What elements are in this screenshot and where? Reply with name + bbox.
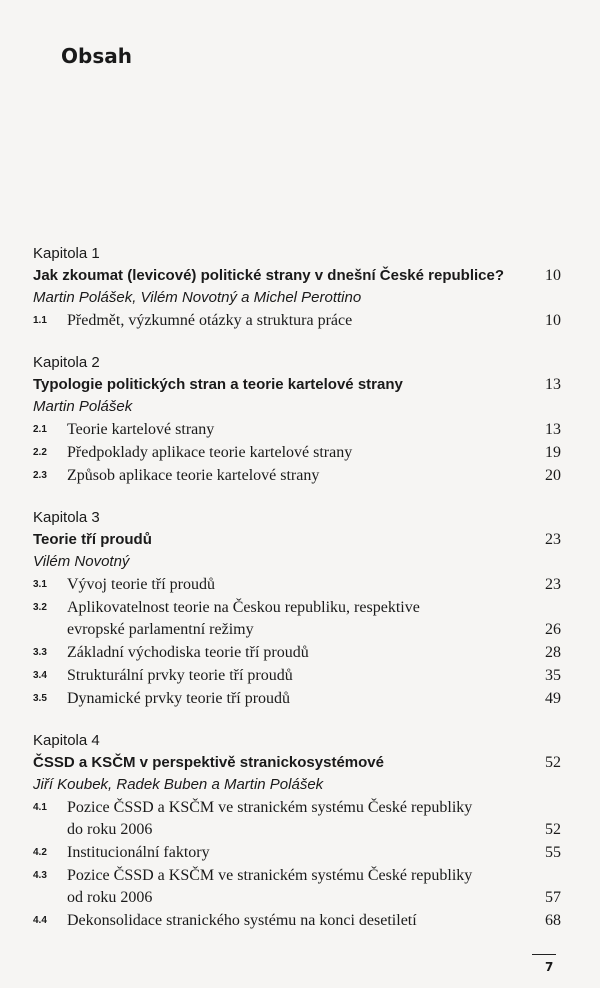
section-page: 10 <box>545 312 561 329</box>
section-number: 3.3 <box>33 647 47 658</box>
section-number: 3.5 <box>33 693 47 704</box>
chapter-page: 13 <box>545 376 561 393</box>
section-title: Teorie kartelové strany <box>67 421 215 438</box>
section-page: 52 <box>545 821 561 838</box>
toc-entry[interactable] <box>33 665 561 687</box>
section-number: 2.1 <box>33 424 47 435</box>
page-number: 7 <box>545 960 554 974</box>
chapter-title-row[interactable] <box>33 752 561 774</box>
section-page: 26 <box>545 621 561 638</box>
chapter-authors: Martin Polášek, Vilém Novotný a Michel Perottino <box>33 289 362 306</box>
section-title: Předmět, výzkumné otázky a struktura práce <box>67 312 353 329</box>
section-number: 4.2 <box>33 847 47 858</box>
chapter-label: Kapitola 4 <box>33 732 100 749</box>
section-page: 23 <box>545 576 561 593</box>
chapter-title: Typologie politických stran a teorie kartelové strany <box>33 376 403 393</box>
toc-entry[interactable] <box>33 910 561 932</box>
chapter-1 <box>33 243 561 332</box>
toc-entry[interactable] <box>33 842 561 864</box>
section-page: 19 <box>545 444 561 461</box>
section-page: 13 <box>545 421 561 438</box>
section-title: Základní východiska teorie tří proudů <box>67 644 309 661</box>
chapter-title: Teorie tří proudů <box>33 531 152 548</box>
table-of-contents <box>33 243 561 952</box>
section-title: Pozice ČSSD a KSČM ve stranickém systému České republiky do roku 2006 <box>67 799 473 838</box>
section-title: Dynamické prvky teorie tří proudů <box>67 690 291 707</box>
section-number: 4.3 <box>33 870 47 881</box>
chapter-title: ČSSD a KSČM v perspektivě stranickosystémové <box>33 754 384 771</box>
chapter-title-row[interactable] <box>33 374 561 396</box>
toc-entry[interactable] <box>33 465 561 487</box>
section-title: Způsob aplikace teorie kartelové strany <box>67 467 320 484</box>
chapter-title-row[interactable] <box>33 529 561 551</box>
section-page: 68 <box>545 912 561 929</box>
section-number: 3.4 <box>33 670 47 681</box>
section-number: 3.1 <box>33 579 47 590</box>
section-title: Strukturální prvky teorie tří proudů <box>67 667 293 684</box>
section-page: 28 <box>545 644 561 661</box>
chapter-authors: Martin Polášek <box>33 398 133 415</box>
section-number: 4.1 <box>33 802 47 813</box>
chapter-4 <box>33 730 561 932</box>
chapter-title-row[interactable] <box>33 265 561 287</box>
section-title: Předpoklady aplikace teorie kartelové strany <box>67 444 353 461</box>
section-title: Dekonsolidace stranického systému na konci desetiletí <box>67 912 417 929</box>
section-page: 55 <box>545 844 561 861</box>
toc-entry[interactable] <box>33 419 561 441</box>
chapter-title: Jak zkoumat (levicové) politické strany v dnešní České republice? <box>33 267 505 284</box>
toc-entry[interactable] <box>33 597 561 641</box>
section-page: 57 <box>545 889 561 906</box>
toc-entry[interactable] <box>33 442 561 464</box>
section-page: 20 <box>545 467 561 484</box>
toc-entry[interactable] <box>33 865 561 909</box>
chapter-authors: Vilém Novotný <box>33 553 130 570</box>
chapter-label: Kapitola 2 <box>33 354 100 371</box>
section-title: Vývoj teorie tří proudů <box>67 576 215 593</box>
chapter-page: 52 <box>545 754 561 771</box>
section-title: Institucionální faktory <box>67 844 210 861</box>
section-number: 2.3 <box>33 470 47 481</box>
chapter-page: 23 <box>545 531 561 548</box>
section-page: 35 <box>545 667 561 684</box>
chapter-label: Kapitola 1 <box>33 245 100 262</box>
toc-entry[interactable] <box>33 642 561 664</box>
section-number: 2.2 <box>33 447 47 458</box>
toc-entry[interactable] <box>33 797 561 841</box>
toc-entry[interactable] <box>33 574 561 596</box>
toc-entry[interactable] <box>33 310 561 332</box>
toc-entry[interactable] <box>33 688 561 710</box>
chapter-page: 10 <box>545 267 561 284</box>
chapter-2 <box>33 352 561 487</box>
section-title: Pozice ČSSD a KSČM ve stranickém systému České republiky od roku 2006 <box>67 867 473 906</box>
section-number: 1.1 <box>33 315 47 326</box>
page-title: Obsah <box>61 44 132 68</box>
section-number: 4.4 <box>33 915 47 926</box>
footer-rule <box>532 954 556 955</box>
chapter-3 <box>33 507 561 710</box>
section-page: 49 <box>545 690 561 707</box>
section-title: Aplikovatelnost teorie na Českou republiku, respektive evropské parlamentní režimy <box>67 599 420 638</box>
chapter-label: Kapitola 3 <box>33 509 100 526</box>
chapter-authors: Jiří Koubek, Radek Buben a Martin Polášek <box>33 776 324 793</box>
section-number: 3.2 <box>33 602 47 613</box>
